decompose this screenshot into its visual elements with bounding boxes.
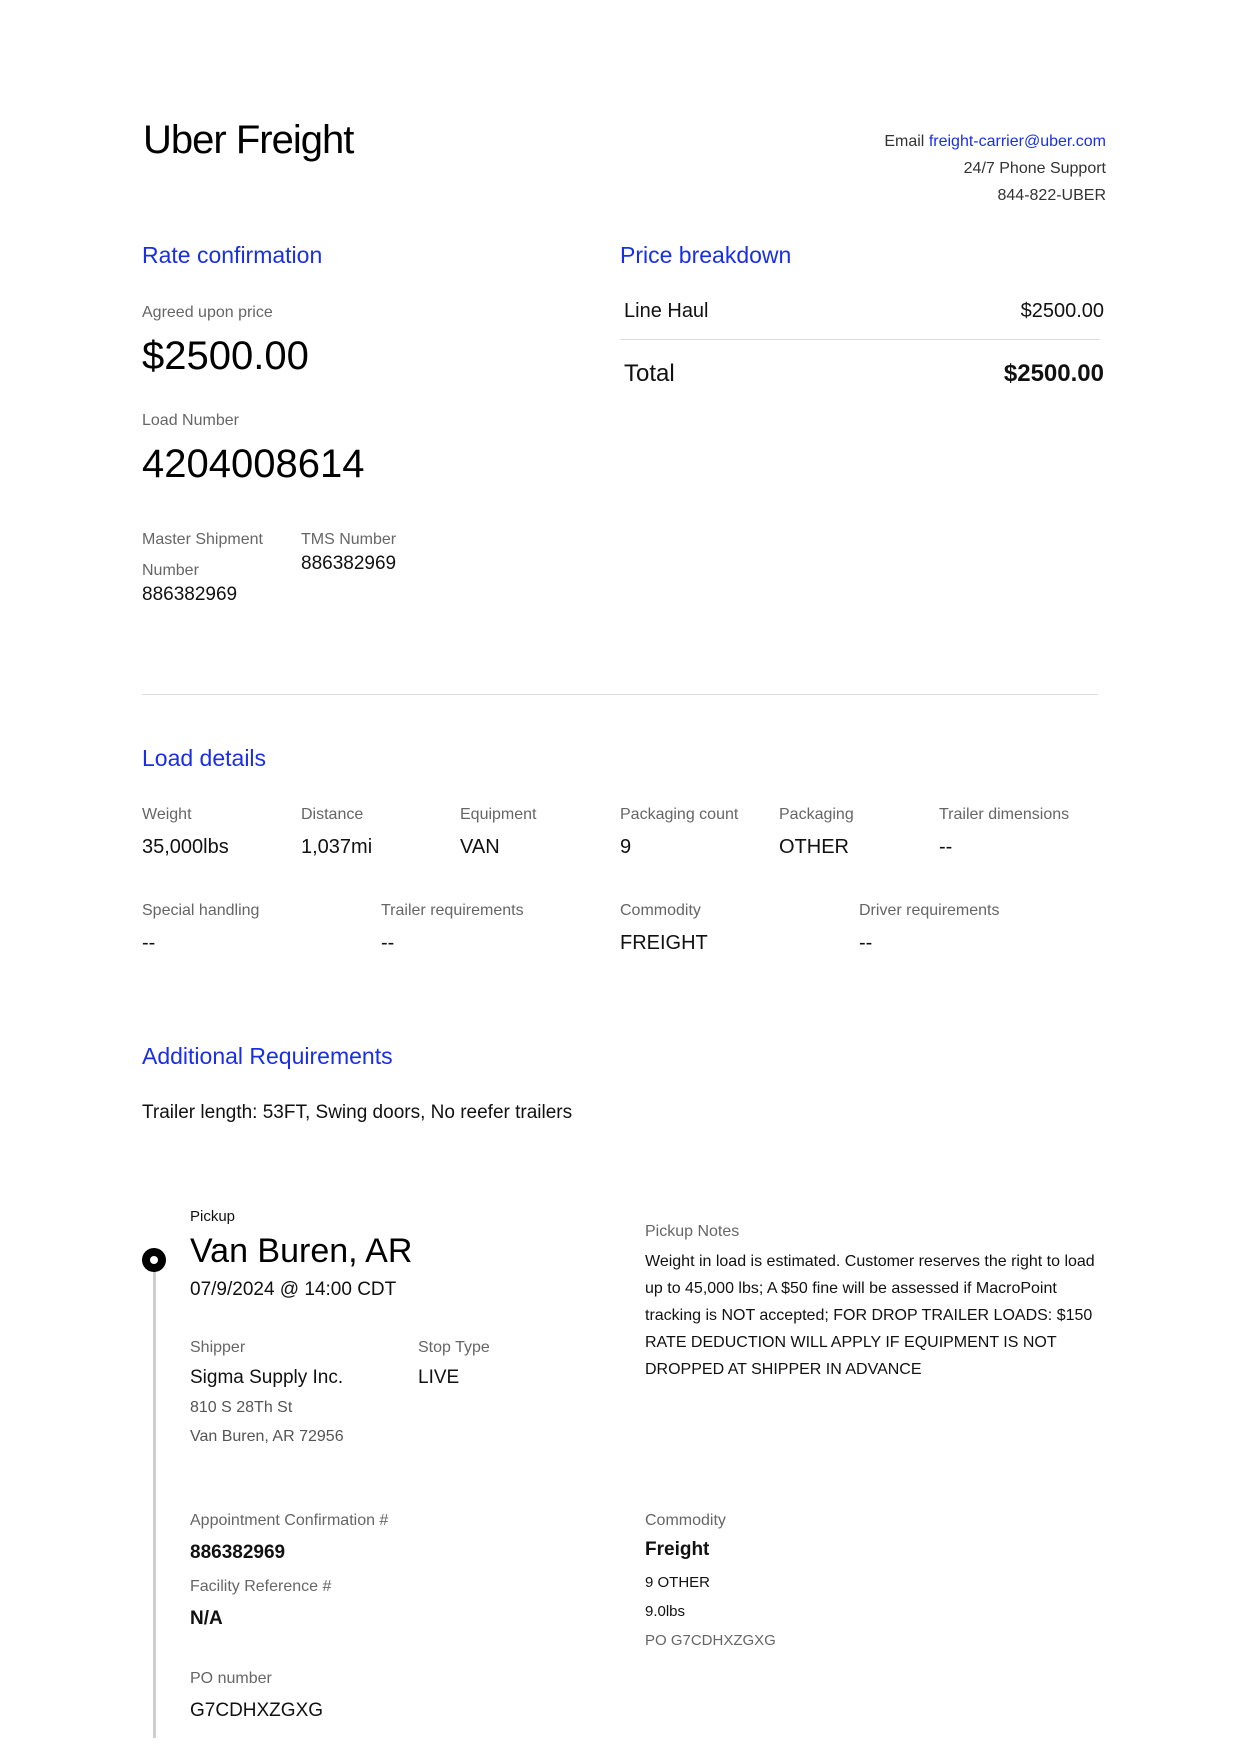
load-details-title: Load details	[142, 745, 267, 771]
packaging-count-label: Packaging count	[620, 806, 739, 823]
packaging-count-cell	[620, 806, 738, 859]
pickup-notes-label: Pickup Notes	[645, 1223, 740, 1240]
email-link[interactable]: freight-carrier@uber.com	[928, 133, 1106, 150]
shipper-address	[190, 1393, 344, 1451]
trailer-dimensions-value: --	[939, 836, 953, 858]
pickup-notes-text: Weight in load is estimated. Customer reserves the right to load up to 45,000 lbs; A $50 fine will be assessed if MacroPoint tracking is NOT accepted; FOR DROP TRAILER LOADS: $150 RATE DEDUCTION WILL APPLY IF EQUIPMENT IS NOT DROPPED AT SHIPPER IN ADVANCE	[645, 1253, 1095, 1378]
email-line	[884, 128, 1106, 155]
master-shipment-value: 886382969	[142, 584, 238, 605]
po-number-label: PO number	[190, 1670, 272, 1687]
distance-label: Distance	[301, 806, 364, 823]
stop-datetime: 07/9/2024 @ 14:00 CDT	[190, 1279, 397, 1300]
special-handling-label: Special handling	[142, 902, 260, 919]
contact-block	[884, 128, 1106, 209]
total-row	[624, 360, 1104, 388]
agreed-price-label: Agreed upon price	[142, 304, 273, 321]
email-label: Email	[884, 133, 925, 150]
packaging-cell	[779, 806, 854, 859]
load-number-value: 4204008614	[142, 442, 365, 486]
weight-value: 35,000lbs	[142, 836, 229, 858]
stop-commodity-weight: 9.0lbs	[645, 1603, 686, 1620]
section-divider	[142, 694, 1098, 695]
stop-commodity-name: Freight	[645, 1539, 710, 1560]
stop-commodity-count: 9 OTHER	[645, 1574, 711, 1591]
additional-requirements-title: Additional Requirements	[142, 1043, 393, 1069]
total-label: Total	[624, 360, 675, 387]
stop-city: Van Buren, AR	[190, 1232, 413, 1270]
rate-confirmation-title: Rate confirmation	[142, 242, 323, 268]
trailer-requirements-label: Trailer requirements	[381, 902, 524, 919]
tms-number-label: TMS Number	[301, 531, 397, 548]
shipper-name: Sigma Supply Inc.	[190, 1367, 344, 1388]
agreed-price-value: $2500.00	[142, 334, 309, 378]
shipper-address-line1: 810 S 28Th St	[190, 1399, 293, 1416]
commodity-value: FREIGHT	[620, 932, 708, 954]
trailer-dimensions-label: Trailer dimensions	[939, 806, 1070, 823]
appointment-confirmation-label: Appointment Confirmation #	[190, 1512, 389, 1529]
appointment-confirmation-value: 886382969	[190, 1542, 286, 1563]
master-shipment-label-line2: Number	[142, 562, 199, 579]
weight-label: Weight	[142, 806, 192, 823]
commodity-label: Commodity	[620, 902, 701, 919]
additional-requirements-text: Trailer length: 53FT, Swing doors, No reefer trailers	[142, 1102, 573, 1123]
trailer-requirements-cell	[381, 902, 524, 955]
facility-reference-label: Facility Reference #	[190, 1578, 332, 1595]
master-shipment-label	[142, 524, 263, 586]
weight-cell	[142, 806, 229, 859]
facility-reference-value: N/A	[190, 1608, 223, 1629]
driver-requirements-cell	[859, 902, 999, 955]
tms-number-value: 886382969	[301, 553, 397, 574]
stop-type-label: Stop Type	[418, 1339, 490, 1356]
shipper-address-line2: Van Buren, AR 72956	[190, 1428, 344, 1445]
distance-cell	[301, 806, 372, 859]
equipment-label: Equipment	[460, 806, 537, 823]
trailer-dimensions-cell	[939, 806, 1069, 859]
driver-requirements-label: Driver requirements	[859, 902, 1000, 919]
price-breakdown-title: Price breakdown	[620, 242, 792, 268]
uber-freight-logo: Uber Freight	[143, 118, 354, 162]
total-value: $2500.00	[1003, 360, 1104, 387]
special-handling-value: --	[142, 932, 156, 954]
timeline-line	[153, 1272, 156, 1738]
stop-kind: Pickup	[190, 1208, 236, 1225]
master-shipment-label-line1: Master Shipment	[142, 531, 263, 548]
line-haul-value: $2500.00	[1020, 300, 1104, 322]
stop-commodity-label: Commodity	[645, 1512, 726, 1529]
stop-commodity-details	[645, 1568, 776, 1655]
line-haul-row	[624, 300, 1104, 323]
commodity-cell	[620, 902, 708, 955]
trailer-requirements-value: --	[381, 932, 395, 954]
stop-type-value: LIVE	[418, 1367, 460, 1388]
packaging-count-value: 9	[620, 836, 632, 858]
phone-support-label: 24/7 Phone Support	[963, 160, 1106, 177]
phone-number: 844-822-UBER	[997, 187, 1106, 204]
packaging-value: OTHER	[779, 836, 849, 858]
equipment-value: VAN	[460, 836, 500, 858]
packaging-label: Packaging	[779, 806, 854, 823]
shipper-label: Shipper	[190, 1339, 246, 1356]
distance-value: 1,037mi	[301, 836, 373, 858]
equipment-cell	[460, 806, 537, 859]
stop-commodity-po: PO G7CDHXZGXG	[645, 1632, 776, 1649]
po-number-value: G7CDHXZGXG	[190, 1700, 324, 1721]
line-haul-label: Line Haul	[624, 300, 709, 322]
special-handling-cell	[142, 902, 259, 955]
driver-requirements-value: --	[859, 932, 873, 954]
price-divider	[620, 339, 1100, 340]
stop-marker-icon	[142, 1248, 166, 1272]
load-number-label: Load Number	[142, 412, 239, 429]
